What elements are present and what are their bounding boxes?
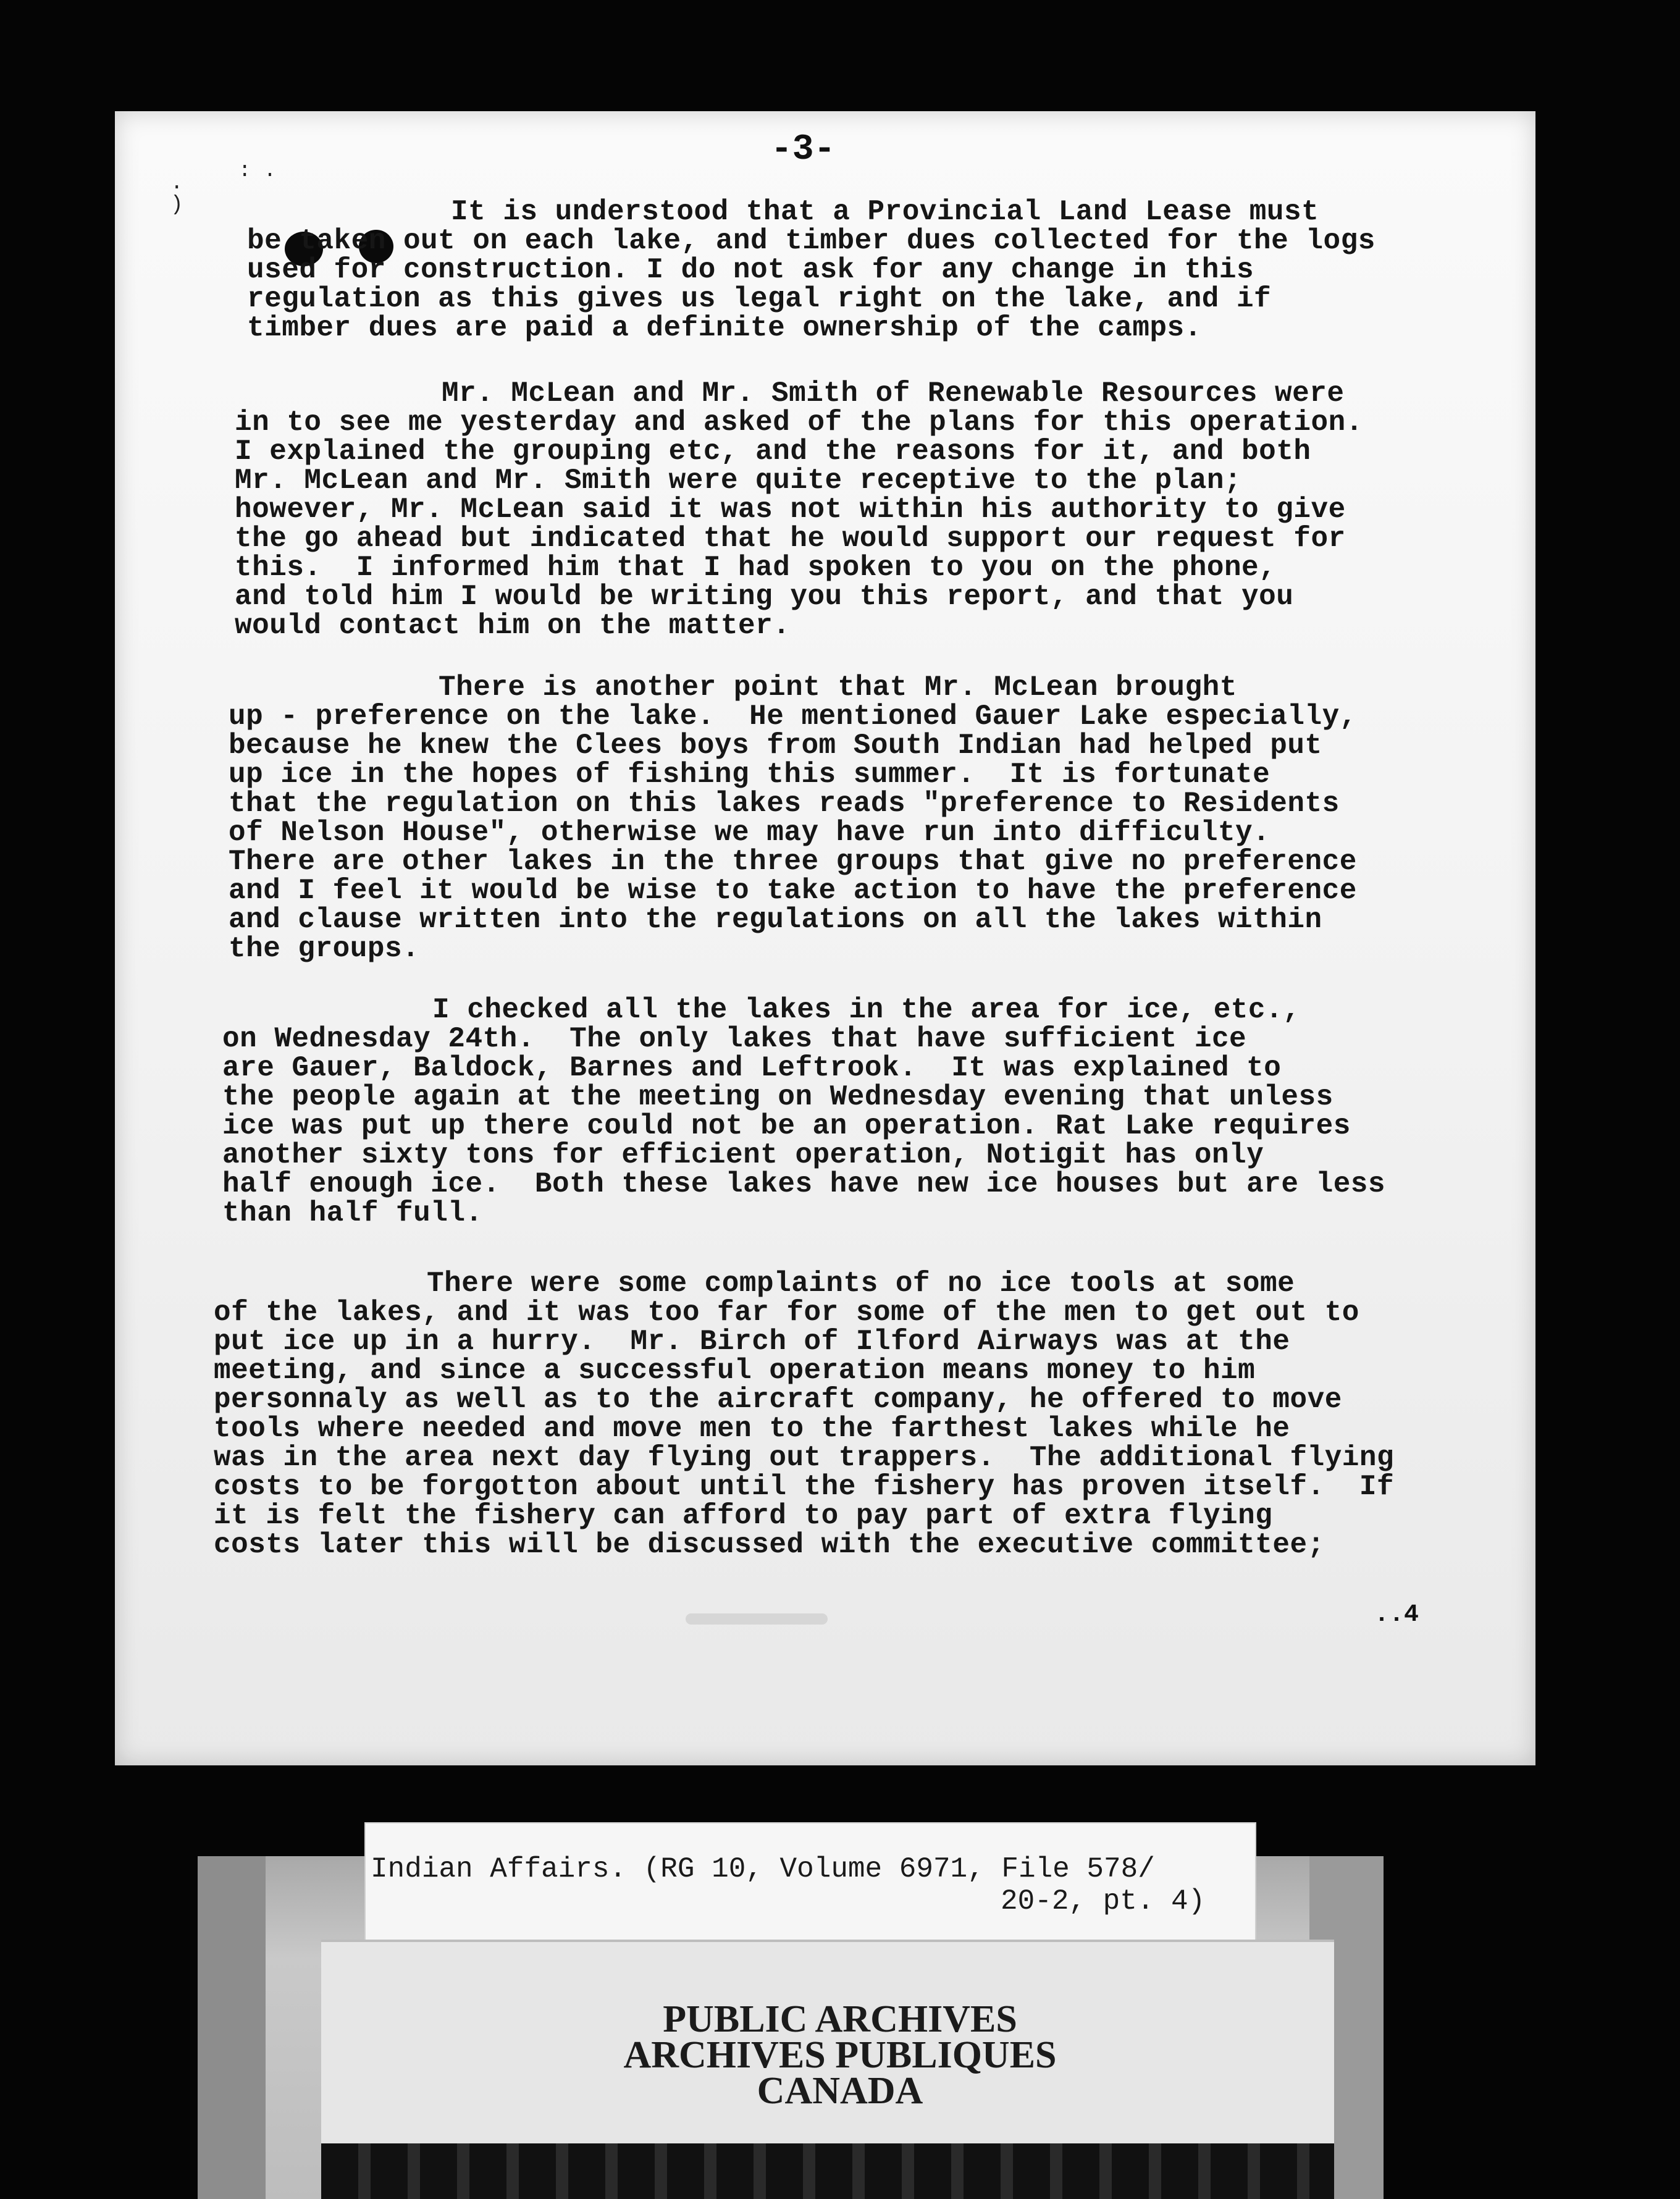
text-line: ice was put up there could not be an operation. Rat Lake requires (222, 1110, 1351, 1142)
text-line: Mr. McLean and Mr. Smith of Renewable Resources were (442, 377, 1345, 410)
page-number: -3- (771, 130, 836, 170)
paragraph-3 (229, 673, 1357, 964)
text-line: up ice in the hopes of fishing this summer. It is fortunate (229, 759, 1270, 791)
text-line: because he knew the Clees boys from South Indian had helped put (229, 729, 1322, 762)
text-line: this. I informed him that I had spoken to you on the phone, (235, 552, 1277, 584)
paragraph-4 (222, 996, 1385, 1228)
text-line: in to see me yesterday and asked of the plans for this operation. (235, 406, 1363, 439)
text-line: It is understood that a Provincial Land Lease must (451, 196, 1319, 228)
text-line: be taken out on each lake, and timber dues collected for the logs (247, 225, 1376, 257)
faint-mark (686, 1613, 828, 1625)
text-line: are Gauer, Baldock, Barnes and Leftrook. It was explained to (222, 1052, 1282, 1084)
paragraph-2 (235, 379, 1363, 641)
archive-stamp-line: PUBLIC ARCHIVES (663, 1998, 1017, 2040)
text-line: personnaly as well as to the aircraft company, he offered to move (214, 1384, 1342, 1416)
text-line: costs to be forgotton about until the fishery has proven itself. If (214, 1471, 1395, 1503)
text-line: and told him I would be writing you this report, and that you (235, 581, 1294, 613)
paragraph-5 (214, 1269, 1394, 1560)
text-line: I checked all the lakes in the area for ice, etc., (432, 994, 1301, 1026)
text-line: and I feel it would be wise to take action to have the preference (229, 875, 1357, 907)
text-line: than half full. (222, 1197, 483, 1229)
text-line: Mr. McLean and Mr. Smith were quite receptive to the plan; (235, 465, 1242, 497)
text-line: regulation as this gives us legal right on the lake, and if (247, 283, 1272, 315)
text-line: There were some complaints of no ice tools at some (427, 1268, 1295, 1300)
text-line: and clause written into the regulations on all the lakes within (229, 904, 1322, 936)
text-line: up - preference on the lake. He mentioned Gauer Lake especially, (229, 700, 1357, 733)
text-line: the people again at the meeting on Wednesday evening that unless (222, 1081, 1334, 1113)
text-line: of the lakes, and it was too far for some of the men to get out to (214, 1297, 1359, 1329)
text-line: There are other lakes in the three groups that give no preference (229, 846, 1357, 878)
paragraph-1 (247, 198, 1376, 343)
archive-label-line: 20-2, pt. 4) (1001, 1885, 1206, 1917)
text-line: I explained the grouping etc, and the reasons for it, and both (235, 435, 1311, 468)
archive-stamp-line: ARCHIVES PUBLIQUES (623, 2034, 1057, 2076)
text-line: put ice up in a hurry. Mr. Birch of Ilford Airways was at the (214, 1326, 1290, 1358)
text-line: it is felt the fishery can afford to pay part of extra flying (214, 1500, 1273, 1532)
speck: . (170, 172, 183, 195)
text-line: used for construction. I do not ask for any change in this (247, 254, 1254, 286)
text-line: of Nelson House", otherwise we may have run into difficulty. (229, 817, 1270, 849)
text-line: tools where needed and move men to the farthest lakes while he (214, 1413, 1290, 1445)
text-line: that the regulation on this lakes reads "preference to Residents (229, 788, 1340, 820)
text-line: costs later this will be discussed with the executive committee; (214, 1529, 1325, 1561)
text-line: would contact him on the matter. (235, 610, 791, 642)
text-line: half enough ice. Both these lakes have new ice houses but are less (222, 1168, 1386, 1200)
speck: ) (170, 193, 183, 217)
text-line: however, Mr. McLean said it was not within his authority to give (235, 494, 1346, 526)
text-line: the go ahead but indicated that he would support our request for (235, 523, 1346, 555)
text-line: on Wednesday 24th. The only lakes that have sufficient ice (222, 1023, 1247, 1055)
text-line: another sixty tons for efficient operation, Notigit has only (222, 1139, 1264, 1171)
speck: : . (238, 159, 277, 183)
text-line: the groups. (229, 933, 420, 965)
text-line: There is another point that Mr. McLean brought (439, 671, 1237, 704)
text-line: timber dues are paid a definite ownership of the camps. (247, 312, 1202, 344)
text-line: was in the area next day flying out trappers. The additional flying (214, 1442, 1395, 1474)
continuation-marker: ..4 (1374, 1601, 1419, 1629)
archive-label-line: Indian Affairs. (RG 10, Volume 6971, File 578/ (371, 1853, 1155, 1885)
film-edge (321, 2143, 1334, 2199)
text-line: meeting, and since a successful operation means money to him (214, 1355, 1256, 1387)
archive-stamp-line: CANADA (757, 2070, 923, 2112)
